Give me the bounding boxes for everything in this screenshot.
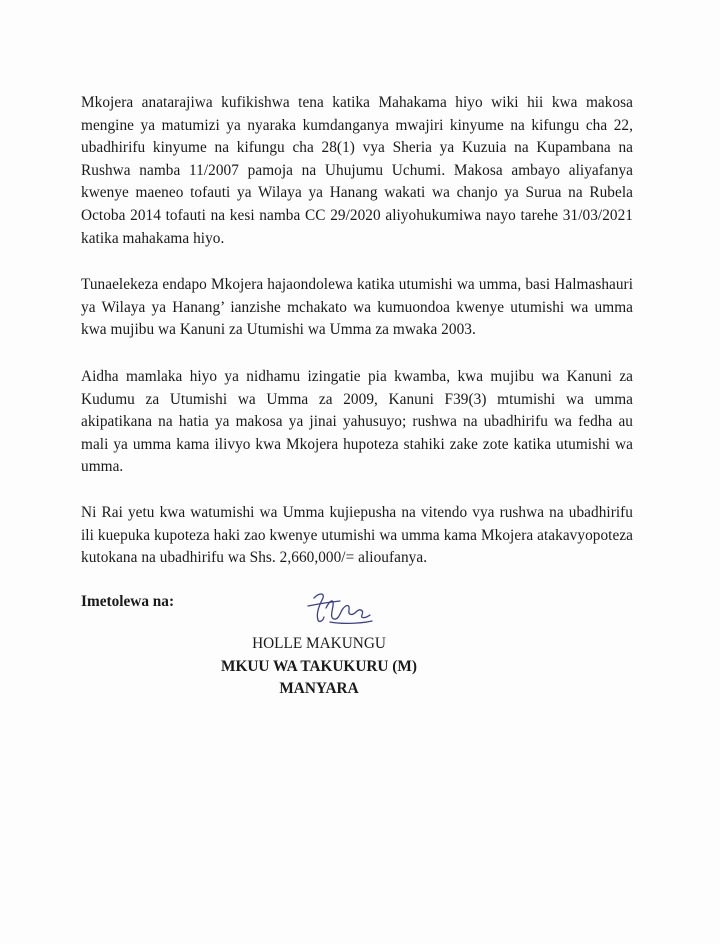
- document-body: [81, 92, 633, 593]
- paragraph-disciplinary-rules: Aidha mamlaka hiyo ya nidhamu izingatie pia kwamba, kwa mujibu wa Kanuni za Kudumu za Utumishi wa Umma za 2009, Kanuni F39(3) mtumishi wa umma akipatikana na hatia ya makosa ya jinai yahusuyo; rushwa na ubadhirifu wa fedha au mali ya umma kama ilivyo kwa Mkojera hupoteza stahiki zake zote katika utumishi wa umma.: [81, 367, 633, 476]
- signatory-title: MKUU WA TAKUKURU (M): [221, 657, 417, 675]
- signatory-name: HOLLE MAKUNGU: [252, 635, 386, 652]
- paragraph-dismissal-directive: Tunaelekeza endapo Mkojera hajaondolewa katika utumishi wa umma, basi Halmashauri ya Wilaya ya Hanang’ ianzishe mchakato wa kumuondoa kwenye utumishi wa umma kwa mujibu wa Kanuni za Utumishi wa Umma za mwaka 2003.: [81, 276, 633, 339]
- paragraph-public-appeal: Ni Rai yetu kwa watumishi wa Umma kujiepusha na vitendo vya rushwa na ubadhirifu ili kuepuka kupoteza haki zao kwenye utumishi wa umma kama Mkojera atakavyopoteza kutokana na ubadhirifu wa Shs. 2,660,000/= alioufanya.: [81, 503, 633, 567]
- signature-block: [219, 633, 419, 701]
- signatory-region: MANYARA: [279, 680, 359, 697]
- paragraph-court-charges: Mkojera anatarajiwa kufikishwa tena katika Mahakama hiyo wiki hii kwa makosa mengine ya matumizi ya nyaraka kumdanganya mwajiri kinyume na kifungu cha 22, ubadhirifu kinyume na kifungu cha 28(1) vya Sheria ya Kuzuia na Kupambana na Rushwa namba 11/2007 pamoja na Uhujumu Uchumi. Makosa ambayo aliyafanya kwenye maeneo tofauti ya Wilaya ya Hanang wakati wa chanjo ya Surua na Rubela Octoba 2014 tofauti na kesi namba CC 29/2020 aliyohukumiwa nayo tarehe 31/03/2021 katika mahakama hiyo.: [81, 94, 633, 247]
- issued-by-label: Imetolewa na:: [81, 593, 175, 610]
- handwritten-signature: [300, 588, 390, 628]
